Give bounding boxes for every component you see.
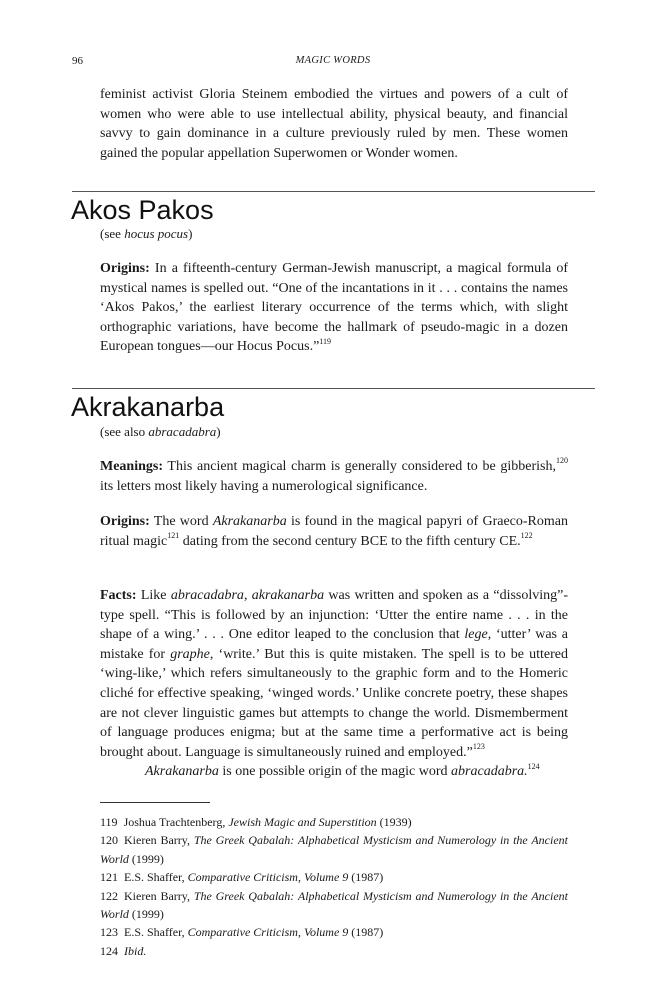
footnote-number: 123 — [100, 925, 118, 940]
origins-text: The word — [149, 514, 213, 529]
entry-heading: Akos Pakos — [71, 195, 214, 225]
facts-text: Like — [136, 588, 171, 603]
intro-text: feminist activist Gloria Steinem embodied the virtues and powers of a cult of women who were able to use intellectual ability, physical beauty, and financial savvy to gain dominance in a culture previously ruled by men. These women gained the popular appellation Superwomen or Wonder women. — [100, 87, 568, 161]
closing-paragraph — [100, 762, 568, 782]
footnote — [100, 868, 568, 886]
section-label: Origins: — [100, 261, 150, 276]
footnote-rule — [100, 802, 210, 803]
footnote — [100, 923, 568, 941]
see-also-note — [100, 225, 192, 243]
facts-text: , ‘utter’ was a mistake for — [100, 627, 568, 662]
footnote-number: 124 — [100, 943, 118, 958]
footnote-number: 122 — [100, 888, 118, 903]
book-title: MAGIC WORDS — [295, 55, 371, 66]
footnote-year: (1999) — [128, 907, 164, 922]
facts-text: was written and spoken as a “dissolving”-type spell. “This is followed by an injunction: ‘Utter the entire name . . . in the shape of a wing.’ . . . One editor leaped to the conclusion that — [100, 588, 569, 643]
see-suffix: ) — [188, 226, 193, 241]
origins-text: is found in the magical papyri of Graeco-Roman ritual magic — [100, 514, 568, 549]
entry-divider — [72, 191, 595, 192]
footnote-title: The Greek Qabalah: Alphabetical Mysticism and Numerology in the Ancient World — [100, 833, 568, 866]
origins-section — [100, 512, 568, 551]
meanings-text: its letters most likely having a numerological significance. — [100, 478, 428, 494]
footnote — [100, 831, 568, 868]
footnote-author: Kieren Barry, — [124, 833, 194, 848]
term: abracadabra. — [451, 764, 528, 780]
entry-heading: Akrakanarba — [71, 392, 225, 422]
footnote-author: Kieren Barry, — [124, 888, 194, 903]
term: Akrakanarba — [145, 764, 219, 780]
term: Akrakanarba — [212, 514, 287, 529]
footnote-title: Comparative Criticism, Volume 9 — [187, 870, 349, 885]
section-label: Facts: — [100, 588, 137, 603]
footnote — [100, 813, 568, 831]
footnote-ref: 121 — [167, 530, 180, 540]
footnote — [100, 942, 568, 960]
closing-text: is one possible origin of the magic word — [218, 764, 452, 780]
section-label: Meanings: — [100, 459, 163, 474]
footnotes — [100, 813, 568, 960]
entry-divider — [72, 388, 595, 389]
origins-section — [100, 259, 568, 357]
footnote-number: 120 — [100, 833, 118, 848]
footnote-number: 121 — [100, 870, 118, 885]
see-suffix: ) — [216, 424, 221, 439]
facts-text: , — [243, 588, 252, 603]
footnote-ref: 124 — [527, 761, 540, 771]
see-term: abracadabra — [148, 424, 217, 439]
term: graphe — [170, 646, 210, 662]
footnote-year: (1999) — [128, 851, 164, 866]
footnote-number: 119 — [100, 815, 118, 829]
section-label: Origins: — [100, 514, 150, 529]
footnote-title: Jewish Magic and Superstition — [228, 815, 377, 829]
facts-text: , ‘write.’ But this is quite mistaken. The spell is to be uttered ‘wing-like,’ which refers simultaneously to the graphic form and to the Homeric cliché for effective speaking, ‘winged words.’ Unlike concrete poetry, these shapes are not clever linguistic games but attempts to change the world. Dismemberment of language produces enigma; but at the same time a performative act is being brought about. Language is simultaneously ruined and employed.” — [100, 646, 568, 760]
see-term: hocus pocus — [124, 226, 189, 241]
footnote-author: Joshua Trachtenberg, — [123, 815, 229, 829]
meanings-text: This ancient magical charm is generally considered to be gibberish, — [163, 459, 556, 474]
footnote-title: Ibid. — [124, 943, 147, 958]
footnote-ref: 123 — [472, 742, 485, 752]
footnote — [100, 887, 568, 924]
page-number: 96 — [72, 55, 83, 67]
footnote-author: E.S. Shaffer, — [124, 870, 188, 885]
footnote-ref: 120 — [556, 456, 568, 466]
term: akrakanarba — [251, 588, 325, 603]
intro-paragraph — [100, 85, 568, 163]
origins-text: In a fifteenth-century German-Jewish manuscript, a magical formula of mystical names is spelled out. “One of the incantations in it . . . contains the names ‘Akos Pakos,’ the earliest literary occurrence of the terms which, with slight orthographic variations, have become the hallmark of pseudo-magic in a dozen European tongues—our Hocus Pocus.” — [100, 261, 568, 355]
see-prefix: (see also — [100, 424, 149, 439]
footnote-ref: 119 — [319, 336, 331, 346]
origins-text: dating from the second century BCE to the fifth century CE. — [179, 533, 521, 549]
see-prefix: (see — [100, 226, 125, 241]
facts-section — [100, 586, 568, 782]
footnote-year: (1987) — [348, 870, 384, 885]
footnote-title: Comparative Criticism, Volume 9 — [187, 925, 349, 940]
term: lege — [464, 627, 488, 643]
footnote-ref: 122 — [520, 530, 533, 540]
see-also-note — [100, 423, 221, 441]
running-head — [72, 55, 594, 71]
term: abracadabra — [170, 588, 244, 603]
footnote-author: E.S. Shaffer, — [124, 925, 188, 940]
meanings-section — [100, 457, 568, 496]
footnote-title: The Greek Qabalah: Alphabetical Mysticism and Numerology in the Ancient World — [100, 888, 568, 922]
footnote-year: (1987) — [348, 925, 384, 940]
footnote-year: (1939) — [376, 815, 412, 829]
